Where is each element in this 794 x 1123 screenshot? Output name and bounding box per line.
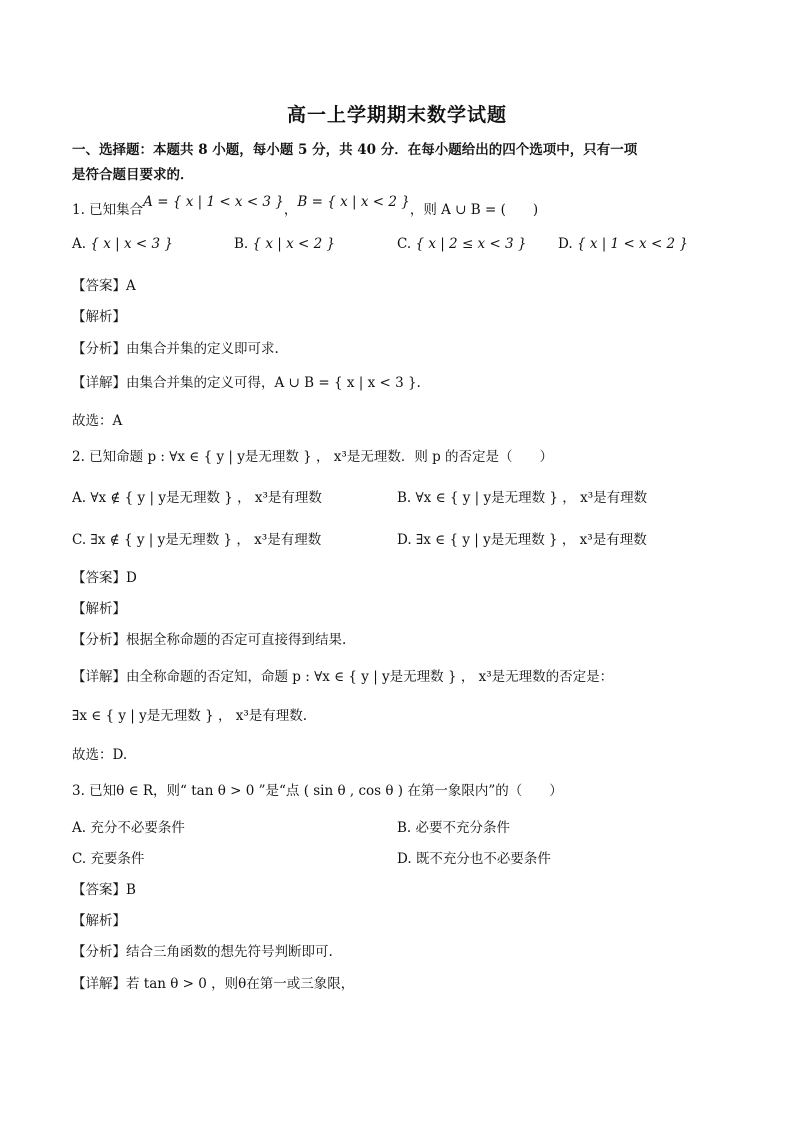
- q2-answer: 【答案】D: [72, 570, 137, 586]
- q3-fenxi: 【分析】结合三角函数的想先符号判断即可.: [72, 944, 333, 960]
- q3-option-c-label: C.: [72, 851, 87, 867]
- q1-option-b-text: { x | x < 2 }: [252, 236, 336, 252]
- q1-option-c-label: C.: [397, 236, 412, 252]
- q1-option-a-label: A.: [72, 236, 87, 252]
- q2-option-a-text: ∀x ∉ { y | y是无理数 } ， x³是有理数: [90, 490, 322, 506]
- q3-option-c: [72, 847, 144, 867]
- section-heading-line2: 是符合题目要求的．: [72, 167, 194, 183]
- q2-detail-line2: ∃x ∈ { y | y是无理数 } ， x³是有理数.: [72, 708, 308, 724]
- q3-option-d: [397, 847, 551, 867]
- q1-analysis: 【解析】: [72, 309, 126, 325]
- q1-option-b-label: B.: [234, 236, 249, 252]
- q3-option-b-label: B.: [397, 820, 412, 836]
- q1-option-d-label: D.: [558, 236, 573, 252]
- q1-answer: 【答案】A: [72, 278, 136, 294]
- q3-option-b: [397, 816, 510, 836]
- section-heading-line1: 一、选择题：本题共 8 小题，每小题 5 分，共 40 分．在每小题给出的四个选项中，只有一项: [72, 142, 638, 158]
- q1-set-b: B = { x | x < 2 }: [297, 194, 410, 210]
- q1-option-a: [72, 236, 173, 252]
- q3-option-a-label: A.: [72, 820, 87, 836]
- q3-answer: 【答案】B: [72, 882, 136, 898]
- q3-detail: 【详解】若 tan θ > 0 ，则θ在第一或三象限，: [72, 976, 355, 992]
- q1-stem-post: ，则 A ∪ B = ( ): [409, 202, 539, 218]
- q3-option-d-text: 既不充分也不必要条件: [415, 851, 551, 867]
- q3-option-b-text: 必要不充分条件: [415, 820, 511, 836]
- q1-option-b: [234, 236, 335, 252]
- q2-option-b-text: ∀x ∈ { y | y是无理数 } ， x³是有理数: [415, 490, 648, 506]
- q2-option-b-label: B.: [397, 490, 412, 506]
- q1-choice: 故选：A: [72, 413, 123, 429]
- q2-option-a: [72, 486, 322, 506]
- q1-detail: 【详解】由集合并集的定义可得，A ∪ B = { x | x < 3 }.: [72, 375, 421, 391]
- q3-analysis: 【解析】: [72, 913, 126, 929]
- q3-option-a-text: 充分不必要条件: [90, 820, 185, 836]
- q1-option-d: [558, 236, 688, 252]
- q2-option-c-label: C.: [72, 532, 87, 548]
- q1-option-a-text: { x | x < 3 }: [90, 236, 173, 252]
- q1-fenxi: 【分析】由集合并集的定义即可求.: [72, 341, 279, 357]
- q3-option-c-text: 充要条件: [90, 851, 145, 867]
- q1-stem-pre: 1. 已知集合: [72, 202, 144, 218]
- q2-detail-line1: 【详解】由全称命题的否定知，命题 p : ∀x ∈ { y | y是无理数 } ， x³是无理数的否定是：: [72, 669, 614, 685]
- q2-fenxi: 【分析】根据全称命题的否定可直接得到结果.: [72, 632, 347, 648]
- q3-stem: 3. 已知θ ∈ R，则“ tan θ > 0 ”是“点 ( sin θ , cos θ ) 在第一象限内”的（ ）: [72, 783, 563, 799]
- q2-option-c: [72, 528, 321, 548]
- q2-option-b: [397, 486, 647, 506]
- q2-choice: 故选：D.: [72, 747, 128, 763]
- q2-option-a-label: A.: [72, 490, 87, 506]
- q2-option-c-text: ∃x ∉ { y | y是无理数 } ， x³是有理数: [90, 532, 322, 548]
- q1-option-c-text: { x | 2 ≤ x < 3 }: [415, 236, 527, 252]
- q2-option-d-label: D.: [397, 532, 412, 548]
- q3-option-a: [72, 816, 185, 836]
- q3-option-d-label: D.: [397, 851, 412, 867]
- q1-set-a: A = { x | 1 < x < 3 }: [143, 194, 284, 210]
- q1-option-d-text: { x | 1 < x < 2 }: [576, 236, 689, 252]
- page-title: 高一上学期期末数学试题: [286, 104, 507, 126]
- q1-sep: ，: [283, 202, 298, 218]
- q2-option-d-text: ∃x ∈ { y | y是无理数 } ， x³是有理数: [415, 532, 647, 548]
- q2-stem: 2. 已知命题 p : ∀x ∈ { y | y是无理数 } ， x³是无理数．则 p 的否定是（ ）: [72, 449, 554, 465]
- q1-stem: [72, 194, 539, 218]
- q2-analysis: 【解析】: [72, 601, 126, 617]
- q2-option-d: [397, 528, 647, 548]
- q1-option-c: [397, 236, 527, 252]
